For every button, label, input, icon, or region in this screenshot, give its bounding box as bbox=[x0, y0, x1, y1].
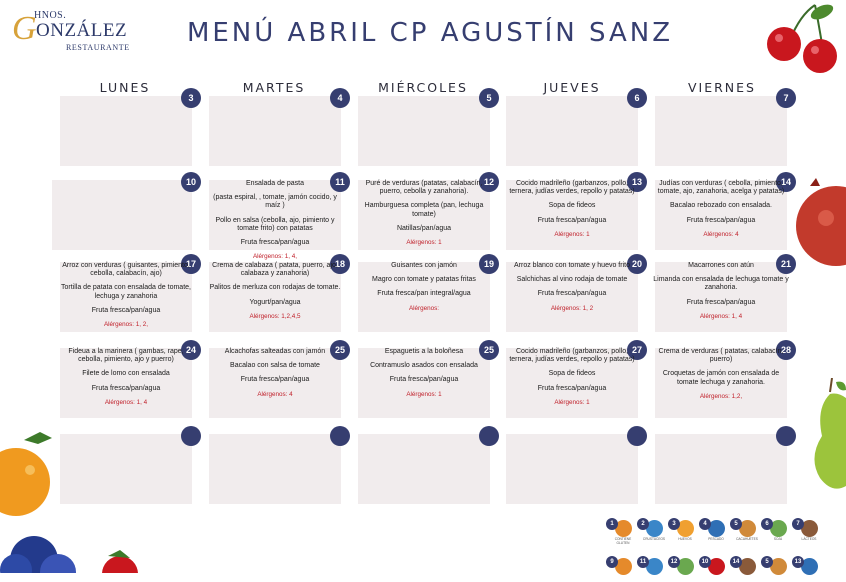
allergen-row bbox=[606, 556, 836, 582]
allergens-note: Alérgenos: 1, 4 bbox=[104, 398, 148, 406]
day-menu-content bbox=[356, 180, 492, 247]
menu-dish: Fruta fresca/pan/agua bbox=[537, 290, 607, 298]
menu-dish: Fruta fresca/pan/agua bbox=[240, 376, 310, 384]
day-number-badge: 3 bbox=[181, 88, 201, 108]
day-number-badge: 19 bbox=[479, 254, 499, 274]
menu-dish: Macarrones con atún bbox=[688, 262, 754, 269]
day-number-badge: 17 bbox=[181, 254, 201, 274]
day-number-badge: 20 bbox=[627, 254, 647, 274]
menu-dish: Croquetas de jamón con ensalada de tomate lechuga y zanahoria. bbox=[662, 370, 780, 386]
day-number-badge: 25 bbox=[330, 340, 350, 360]
allergen-number: 6 bbox=[761, 518, 773, 530]
menu-dish: Natillas/pan/agua bbox=[396, 224, 452, 232]
day-number-badge: 14 bbox=[776, 172, 796, 192]
allergen-caption: SOJA bbox=[773, 537, 783, 541]
day-cell bbox=[52, 180, 192, 250]
allergen-number: 11 bbox=[637, 556, 649, 568]
menu-dish: Magro con tomate y patatas fritas bbox=[372, 276, 476, 284]
day-number-badge: 13 bbox=[627, 172, 647, 192]
menu-dish: Fruta fresca/pan/agua bbox=[686, 298, 756, 306]
day-number-badge bbox=[479, 426, 499, 446]
allergen-number: 9 bbox=[606, 556, 618, 568]
allergens-note: Alérgenos: 1,2,4,5 bbox=[249, 312, 301, 320]
menu-dish: Bacalao rebozado con ensalada. bbox=[670, 202, 772, 210]
allergen-caption: LÁCTEOS bbox=[801, 537, 817, 541]
allergen-caption: CRUSTÁCEOS bbox=[642, 537, 666, 541]
day-cell bbox=[60, 434, 192, 504]
day-menu-content bbox=[58, 348, 194, 407]
day-menu-content bbox=[207, 180, 343, 261]
day-menu-content bbox=[58, 262, 194, 329]
allergens-note: Alérgenos: bbox=[408, 304, 440, 312]
day-number-badge: 28 bbox=[776, 340, 796, 360]
menu-dish: Hamburguesa completa (pan, lechuga tomate) bbox=[364, 202, 484, 218]
day-number-badge: 21 bbox=[776, 254, 796, 274]
menu-dish: Fruta fresca/pan/agua bbox=[91, 384, 161, 392]
day-header-martes: MARTES bbox=[242, 80, 306, 95]
orange-icon bbox=[0, 430, 60, 520]
menu-dish: Tortilla de patata con ensalada de tomate, lechuga y zanahoria bbox=[61, 284, 191, 300]
allergen-number: 3 bbox=[668, 518, 680, 530]
allergen-number: 5 bbox=[761, 556, 773, 568]
day-menu-content bbox=[504, 348, 640, 407]
day-header-viernes: VIERNES bbox=[687, 80, 756, 95]
menu-dish: Fruta fresca/pan/agua bbox=[537, 216, 607, 224]
menu-dish: Yogurt/pan/agua bbox=[249, 298, 301, 306]
allergens-note: Alérgenos: 1, 4 bbox=[699, 312, 743, 320]
allergens-note: Alérgenos: 1 bbox=[406, 239, 442, 247]
menu-dish: Judías con verduras ( cebolla, pimiento, tomate, ajo, zanahoria, acelga y patatas) bbox=[657, 180, 785, 196]
day-number-badge bbox=[627, 426, 647, 446]
menu-dish: Cocido madrileño (garbanzos, pollo, ternera, judías verdes, repollo y patatas) bbox=[509, 348, 635, 364]
allergens-note: Alérgenos: 1,2, bbox=[699, 392, 743, 400]
menu-dish: Fruta fresca/pan integral/agua bbox=[377, 290, 471, 298]
menu-dish: Pollo en salsa (cebolla, ajo, pimiento y tomate frito) con patatas bbox=[215, 216, 335, 232]
day-number-badge: 18 bbox=[330, 254, 350, 274]
day-number-badge: 12 bbox=[479, 172, 499, 192]
menu-dish: (pasta espiral, , tomate, jamón cocido, y maíz ) bbox=[213, 194, 337, 210]
allergen-number: 5 bbox=[730, 518, 742, 530]
day-number-badge bbox=[181, 426, 201, 446]
day-menu-content bbox=[653, 262, 789, 321]
allergen-number: 14 bbox=[730, 556, 742, 568]
logo-hnos: HNOS. bbox=[34, 10, 67, 21]
day-cell bbox=[209, 434, 341, 504]
allergen-caption: PESCADO bbox=[708, 537, 724, 541]
day-number-badge bbox=[776, 426, 796, 446]
logo-subtitle: RESTAURANTE bbox=[66, 43, 130, 52]
allergens-note: Alérgenos: 1, 2, bbox=[103, 321, 149, 329]
allergen-number: 12 bbox=[668, 556, 680, 568]
pomegranate-icon bbox=[796, 178, 846, 273]
day-number-badge: 4 bbox=[330, 88, 350, 108]
day-number-badge: 24 bbox=[181, 340, 201, 360]
cherries-icon bbox=[760, 0, 846, 78]
allergen-caption: CONTIENE GLUTEN bbox=[614, 537, 632, 545]
allergen-number: 13 bbox=[792, 556, 804, 568]
logo-name: ONZÁLEZ bbox=[36, 20, 128, 41]
menu-dish: Limanda con ensalada de lechuga tomate y zanahoria. bbox=[653, 276, 789, 292]
allergens-note: Alérgenos: 1, 4, bbox=[252, 253, 298, 261]
menu-dish: Arroz con verduras ( guisantes, pimiento, cebolla, calabacín, ajo) bbox=[62, 262, 190, 278]
day-number-badge: 5 bbox=[479, 88, 499, 108]
day-cell bbox=[506, 434, 638, 504]
day-menu-content bbox=[504, 262, 640, 313]
menu-dish: Puré de verduras (patatas, calabacín, puerro, cebolla y zanahoria). bbox=[365, 180, 483, 196]
menu-dish: Fruta fresca/pan/agua bbox=[389, 376, 459, 384]
logo-initial: G bbox=[12, 10, 37, 47]
menu-dish: Fruta fresca/pan/agua bbox=[537, 384, 607, 392]
menu-dish: Crema de calabaza ( patata, puerro, ajo, calabaza y zanahoria) bbox=[212, 262, 338, 278]
menu-dish: Cocido madrileño (garbanzos, pollo, ternera, judías verdes, repollo y patatas) bbox=[509, 180, 635, 196]
menu-dish: Filete de lomo con ensalada bbox=[82, 370, 170, 378]
allergens-note: Alérgenos: 1 bbox=[554, 398, 590, 406]
allergens-note: Alérgenos: 4 bbox=[703, 230, 739, 238]
day-cell bbox=[60, 96, 192, 166]
allergen-number: 10 bbox=[699, 556, 711, 568]
day-number-badge: 25 bbox=[479, 340, 499, 360]
allergen-caption: HUEVOS bbox=[678, 537, 692, 541]
allergen-number: 4 bbox=[699, 518, 711, 530]
menu-dish: Guisantes con jamón bbox=[391, 262, 457, 269]
day-cell bbox=[655, 96, 787, 166]
day-menu-content bbox=[653, 180, 789, 239]
allergens-note: Alérgenos: 1 bbox=[554, 230, 590, 238]
day-number-badge: 6 bbox=[627, 88, 647, 108]
allergen-number: 2 bbox=[637, 518, 649, 530]
day-number-badge: 7 bbox=[776, 88, 796, 108]
allergen-number: 1 bbox=[606, 518, 618, 530]
menu-dish: Palitos de merluza con rodajas de tomate. bbox=[209, 284, 341, 292]
day-menu-content bbox=[356, 348, 492, 399]
day-header-jueves: JUEVES bbox=[543, 80, 601, 95]
day-menu-content bbox=[356, 262, 492, 313]
day-number-badge: 27 bbox=[627, 340, 647, 360]
restaurant-logo bbox=[12, 10, 142, 50]
allergen-row bbox=[606, 518, 836, 544]
day-cell bbox=[358, 96, 490, 166]
menu-dish: Sopa de fideos bbox=[548, 202, 596, 210]
day-number-badge: 10 bbox=[181, 172, 201, 192]
menu-dish: Sopa de fideos bbox=[548, 370, 596, 378]
day-menu-content bbox=[207, 262, 343, 321]
allergens-note: Alérgenos: 1, 2 bbox=[550, 304, 594, 312]
menu-dish: Salchichas al vino rodaja de tomate bbox=[516, 276, 628, 284]
menu-dish: Contramuslo asados con ensalada bbox=[370, 362, 478, 370]
day-header-lunes: LUNES bbox=[99, 80, 151, 95]
day-menu-content bbox=[207, 348, 343, 399]
page-title: MENÚ ABRIL CP AGUSTÍN SANZ bbox=[186, 18, 674, 48]
allergens-note: Alérgenos: 1 bbox=[406, 390, 442, 398]
day-cell bbox=[655, 434, 787, 504]
menu-dish: Ensalada de pasta bbox=[246, 180, 304, 187]
day-number-badge bbox=[330, 426, 350, 446]
menu-dish: Arroz blanco con tomate y huevo frito bbox=[514, 262, 630, 269]
day-cell bbox=[358, 434, 490, 504]
menu-dish: Bacalao con salsa de tomate bbox=[230, 362, 320, 370]
menu-dish: Fideua a la marinera ( gambas, rape, cebolla, pimiento, ajo y puerro) bbox=[68, 348, 184, 364]
menu-dish: Fruta fresca/pan/agua bbox=[686, 216, 756, 224]
menu-dish: Fruta fresca/pan/agua bbox=[91, 306, 161, 314]
day-menu-content bbox=[504, 180, 640, 239]
menu-dish: Espaguetis a la boloñesa bbox=[384, 348, 464, 355]
pear-icon bbox=[812, 378, 846, 493]
menu-dish: Crema de verduras ( patatas, calabacín, puerro) bbox=[658, 348, 784, 364]
allergen-number: 7 bbox=[792, 518, 804, 530]
allergen-caption: CACAHUETES bbox=[736, 537, 758, 541]
day-header-miercoles: MIÉRCOLES bbox=[378, 80, 468, 95]
day-number-badge: 11 bbox=[330, 172, 350, 192]
day-cell bbox=[209, 96, 341, 166]
day-menu-content bbox=[653, 348, 789, 401]
menu-dish: Alcachofas salteadas con jamón bbox=[224, 348, 326, 355]
menu-dish: Fruta fresca/pan/agua bbox=[240, 239, 310, 247]
day-cell bbox=[506, 96, 638, 166]
berries-icon bbox=[0, 530, 160, 573]
allergens-note: Alérgenos: 4 bbox=[257, 390, 293, 398]
